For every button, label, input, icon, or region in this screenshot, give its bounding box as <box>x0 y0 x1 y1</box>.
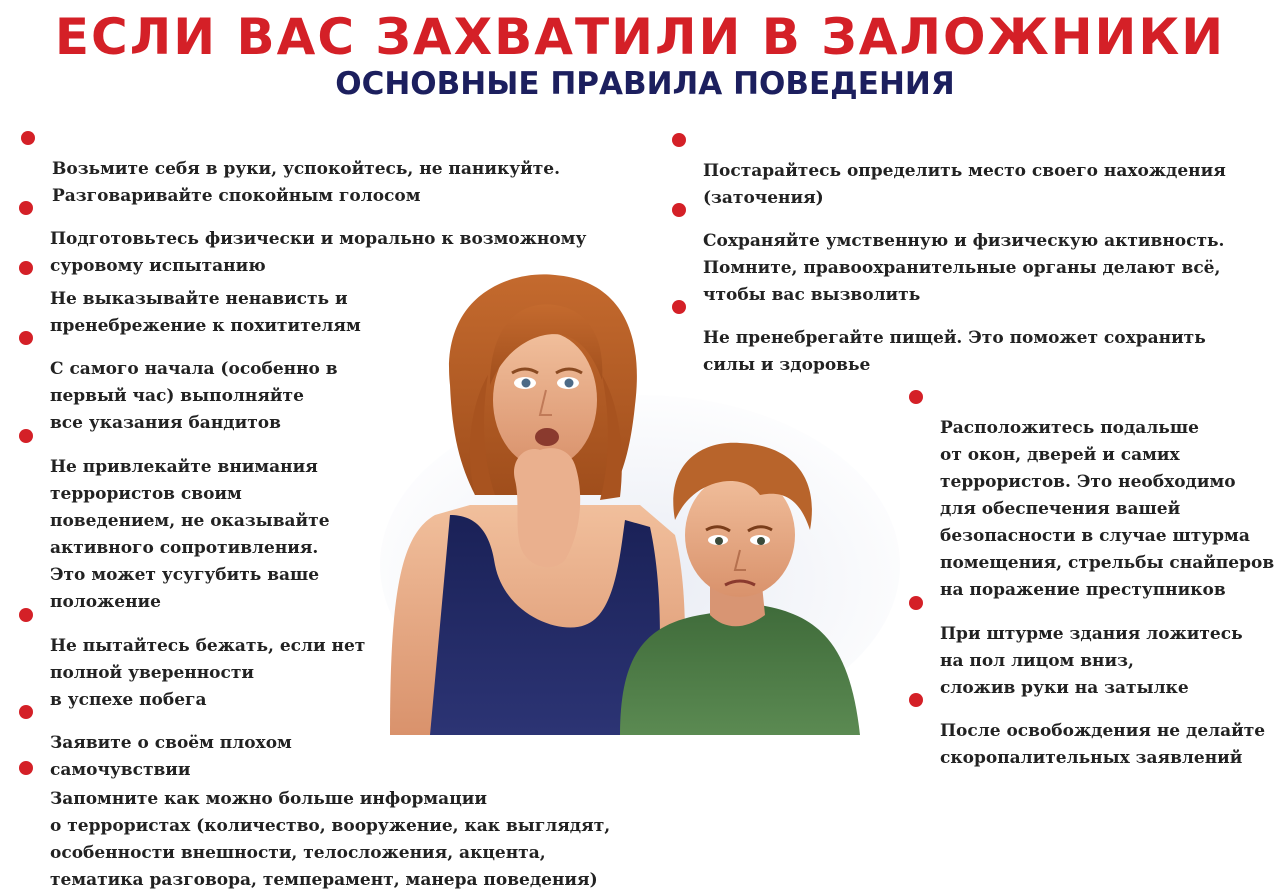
bullet-icon <box>19 261 33 275</box>
rule-item: Не выказывайте ненависть и пренебрежение к похитителям <box>50 259 361 340</box>
rule-item: Подготовьтесь физически и морально к возможному суровому испытанию <box>50 199 586 280</box>
bullet-icon <box>19 608 33 622</box>
rule-item: Расположитесь подальше от окон, дверей и самих террористов. Это необходимо для обеспечения вашей безопасности в случае штурма помещения, стрельбы снайперов на поражение преступников <box>940 388 1274 604</box>
rule-item: Не пытайтесь бежать, если нет полной уверенности в успехе побега <box>50 606 365 714</box>
rule-item: Постарайтесь определить место своего нахождения (заточения) <box>703 131 1226 212</box>
poster-subtitle: ОСНОВНЫЕ ПРАВИЛА ПОВЕДЕНИЯ <box>335 66 955 102</box>
bullet-icon <box>19 331 33 345</box>
rule-item: Не привлекайте внимания террористов своим поведением, не оказывайте активного сопротивления. Это может усугубить ваше положение <box>50 427 330 616</box>
bullet-icon <box>672 133 686 147</box>
rule-item: С самого начала (особенно в первый час) выполняйте все указания бандитов <box>50 329 338 437</box>
rule-item: Сохраняйте умственную и физическую активность. Помните, правоохранительные органы делают всё, чтобы вас вызволить <box>703 201 1224 309</box>
rule-item: Запомните как можно больше информации о террористах (количество, вооружение, как выглядят, особенности внешности, телосложения, акцента, тематика разговора, темперамент, манера поведения) <box>50 759 610 894</box>
rule-item: После освобождения не делайте скоропалительных заявлений <box>940 691 1265 772</box>
poster-title: ЕСЛИ ВАС ЗАХВАТИЛИ В ЗАЛОЖНИКИ <box>54 8 1226 66</box>
bullet-icon <box>909 693 923 707</box>
bullet-icon <box>909 596 923 610</box>
rule-item: Возьмите себя в руки, успокойтесь, не паникуйте. Разговаривайте спокойным голосом <box>52 129 560 210</box>
rule-item: Заявите о своём плохом самочувствии <box>50 703 292 784</box>
bullet-icon <box>19 761 33 775</box>
rule-item: Не пренебрегайте пищей. Это поможет сохранить силы и здоровье <box>703 298 1206 379</box>
bullet-icon <box>19 705 33 719</box>
bullet-icon <box>21 131 35 145</box>
bullet-icon <box>672 203 686 217</box>
hostages-illustration <box>380 265 900 735</box>
bullet-icon <box>19 201 33 215</box>
bullet-icon <box>909 390 923 404</box>
rule-item: При штурме здания ложитесь на пол лицом вниз, сложив руки на затылке <box>940 594 1243 702</box>
bullet-icon <box>19 429 33 443</box>
